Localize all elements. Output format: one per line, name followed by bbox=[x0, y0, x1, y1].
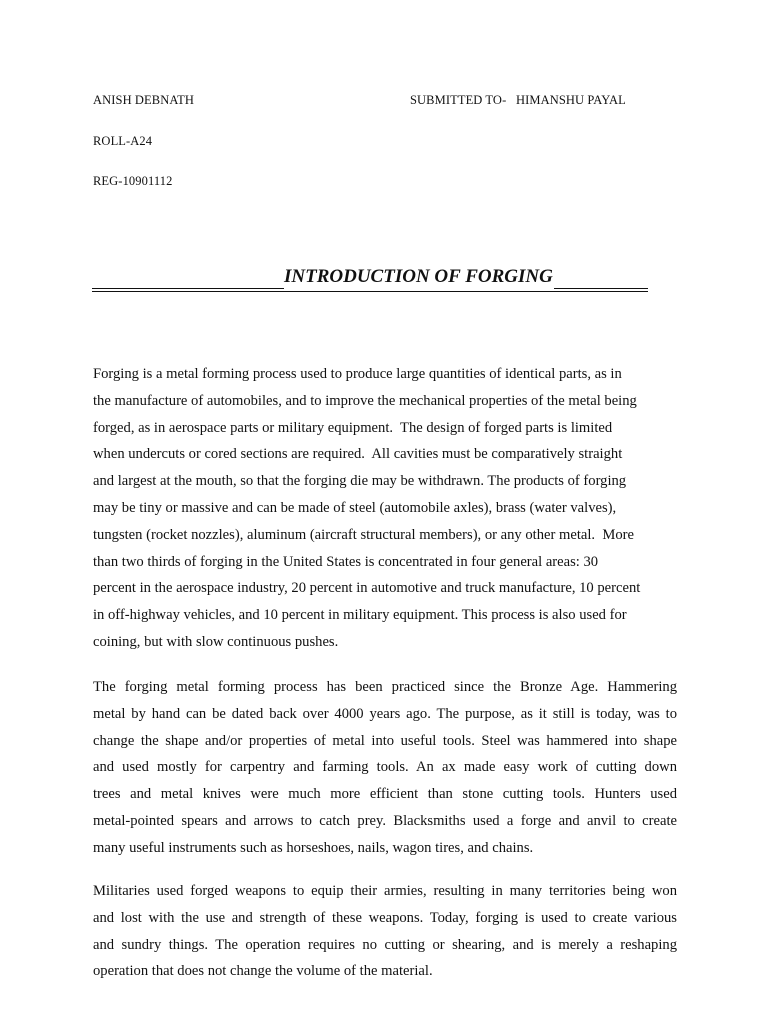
paragraph-line: the manufacture of automobiles, and to improve the mechanical properties of the metal being bbox=[93, 392, 637, 409]
paragraph-line: and largest at the mouth, so that the forging die may be withdrawn. The products of forging bbox=[93, 473, 627, 490]
paragraph-history bbox=[93, 674, 677, 862]
paragraph-line: many useful instruments such as horseshoes, nails, wagon tires, and chains. bbox=[93, 839, 534, 856]
paragraph-line: than two thirds of forging in the United States is concentrated in four general areas: 30 bbox=[93, 553, 599, 570]
paragraph-line: may be tiny or massive and can be made of steel (automobile axles), brass (water valves), bbox=[93, 499, 617, 516]
registration-number: REG-10901112 bbox=[93, 174, 173, 188]
author-name: ANISH DEBNATH bbox=[93, 93, 194, 107]
paragraph-line: in off-highway vehicles, and 10 percent in military equipment. This process is also used for bbox=[93, 607, 627, 624]
paragraph-line: operation that does not change the volume of the material. bbox=[93, 963, 433, 980]
paragraph-line: metal by hand can be dated back over 4000 years ago. The purpose, as it still is today, was to bbox=[93, 705, 677, 722]
paragraph-line: coining, but with slow continuous pushes. bbox=[93, 633, 339, 650]
paragraph-line: when undercuts or cored sections are required. All cavities must be comparatively straight bbox=[93, 446, 623, 463]
paragraph-line: tungsten (rocket nozzles), aluminum (aircraft structural members), or any other metal. More bbox=[93, 526, 634, 543]
paragraph-line: metal-pointed spears and arrows to catch prey. Blacksmiths used a forge and anvil to create bbox=[93, 812, 677, 829]
paragraph-line: change the shape and/or properties of metal into useful tools. Steel was hammered into shape bbox=[93, 732, 677, 749]
title-underline-double bbox=[92, 291, 648, 292]
paragraph-line: forged, as in aerospace parts or military equipment. The design of forged parts is limited bbox=[93, 419, 613, 436]
roll-number: ROLL-A24 bbox=[93, 134, 153, 148]
paragraph-line: and used mostly for carpentry and farming tools. An ax made easy work of cutting down bbox=[93, 759, 677, 776]
paragraph-line: percent in the aerospace industry, 20 percent in automotive and truck manufacture, 10 percent bbox=[93, 580, 641, 597]
paragraph-line: trees and metal knives were much more efficient than stone cutting tools. Hunters used bbox=[93, 786, 677, 803]
document-title: INTRODUCTION OF FORGING bbox=[284, 266, 553, 287]
paragraph-military bbox=[93, 878, 677, 985]
paragraph-line: The forging metal forming process has been practiced since the Bronze Age. Hammering bbox=[93, 679, 677, 695]
paragraph-intro bbox=[93, 361, 677, 656]
paragraph-line: Forging is a metal forming process used to produce large quantities of identical parts, as in bbox=[93, 366, 622, 382]
submitted-to: SUBMITTED TO- HIMANSHU PAYAL bbox=[410, 93, 626, 107]
title-block bbox=[92, 266, 648, 292]
paragraph-line: and sundry things. The operation requires no cutting or shearing, and is merely a reshaping bbox=[93, 936, 677, 953]
paragraph-line: and lost with the use and strength of these weapons. Today, forging is used to create various bbox=[93, 909, 677, 926]
paragraph-line: Militaries used forged weapons to equip their armies, resulting in many territories being won bbox=[93, 883, 677, 899]
